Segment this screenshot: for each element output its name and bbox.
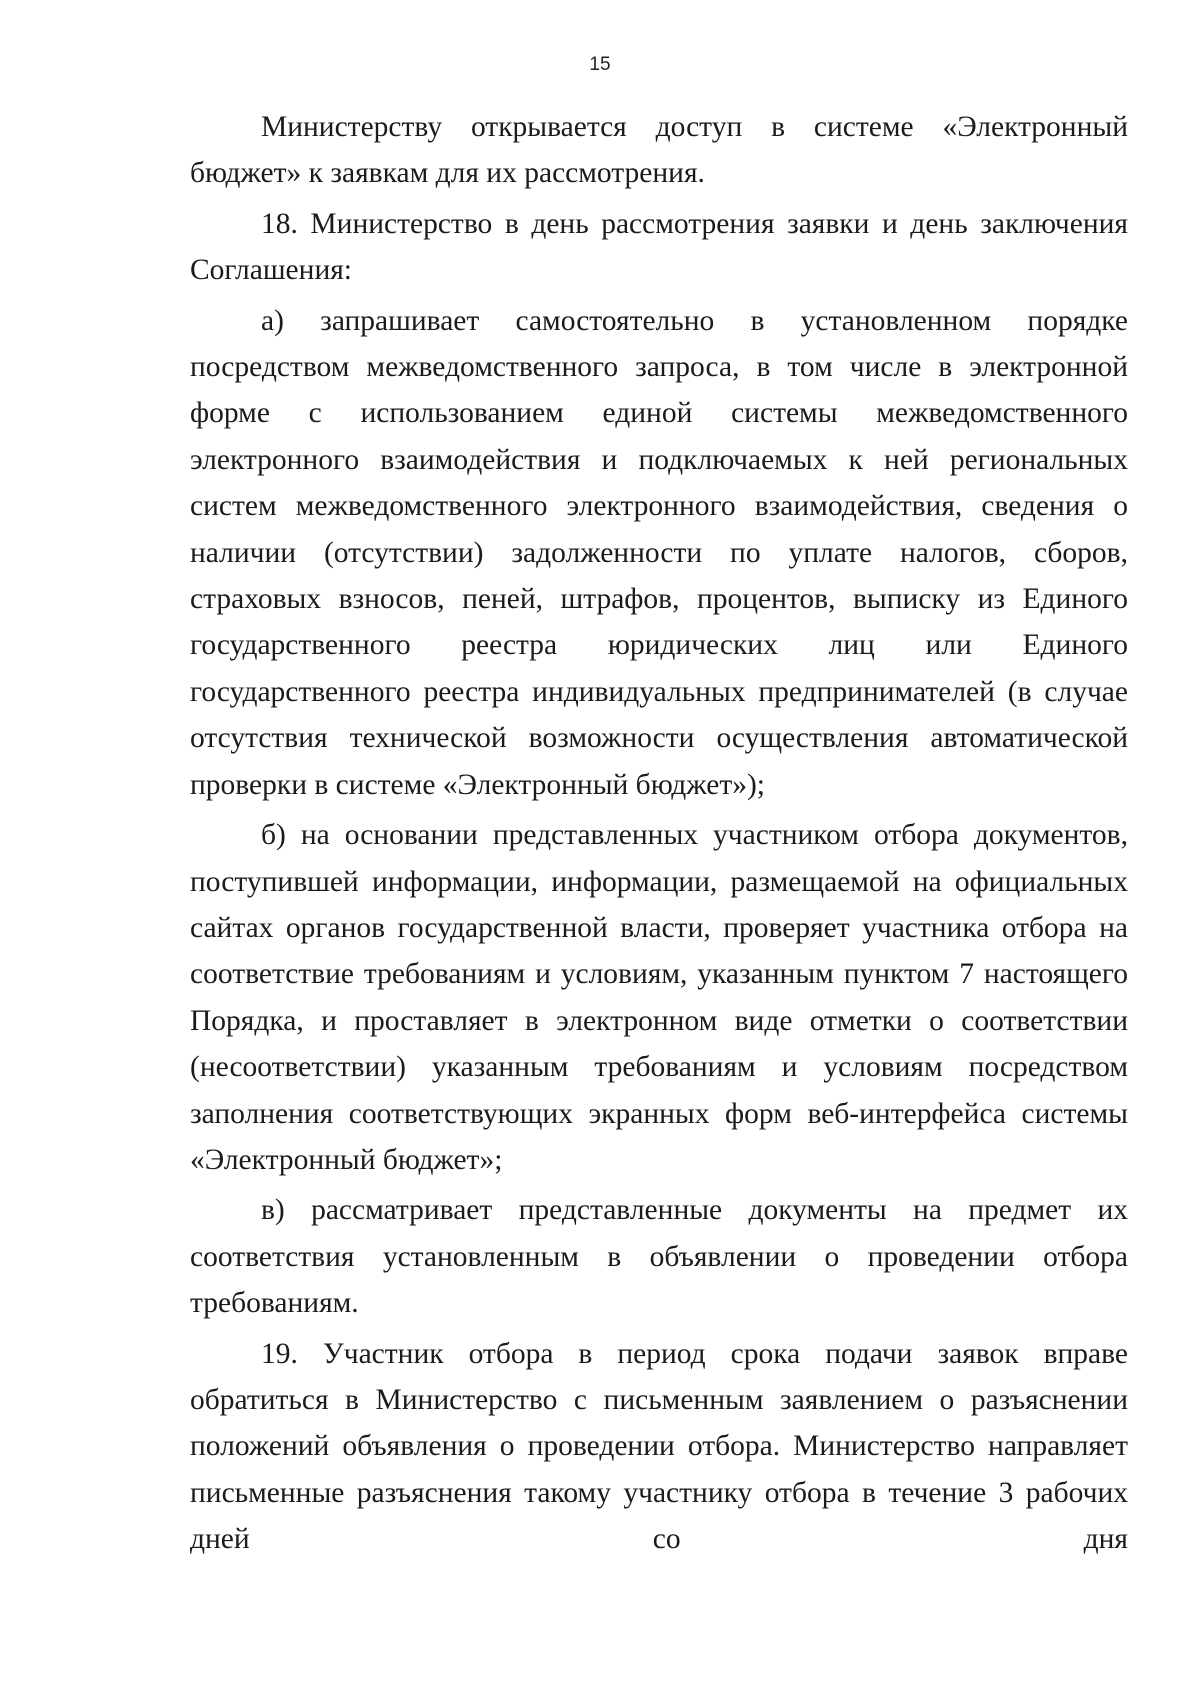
paragraph-18-a: а) запрашивает самостоятельно в установленном порядке посредством межведомственного запроса, в том числе в электронной форме с использованием единой системы межведомственного электронного взаимодействия и подключаемых к ней региональных систем межведомственного электронного взаимодействия, сведения о наличии (отсутствии) задолженности по уплате налогов, сборов, страховых взносов, пеней, штрафов, процентов, выписку из Единого государственного реестра юридических лиц или Единого государственного реестра индивидуальных предпринимателей (в случае отсутствия технической возможности осуществления автоматической проверки в системе «Электронный бюджет»); [190,304,1128,801]
page-number: 15 [589,54,611,75]
paragraph-18-v: в) рассматривает представленные документы на предмет их соответствия установленным в объявлении о проведении отбора требованиям. [190,1194,1128,1320]
paragraph-18: 18. Министерство в день рассмотрения заявки и день заключения Соглашения: [190,207,1128,287]
paragraph-19: 19. Участник отбора в период срока подачи заявок вправе обратиться в Министерство с письменным заявлением о разъяснении положений объявления о проведении отбора. Министерство направляет письменные разъяснения такому участнику отбора в течение 3 рабочих дней со дня [190,1337,1128,1556]
paragraph-18-b: б) на основании представленных участником отбора документов, поступившей информации, информации, размещаемой на официальных сайтах органов государственной власти, проверяет участника отбора на соответствие требованиям и условиям, указанным пунктом 7 настоящего Порядка, и проставляет в электронном виде отметки о соответствии (несоответствии) указанным требованиям и условиям посредством заполнения соответствующих экранных форм веб-интерфейса системы «Электронный бюджет»; [190,819,1128,1176]
paragraph-access-intro: Министерству открывается доступ в системе «Электронный бюджет» к заявкам для их рассмотрения. [190,111,1128,190]
document-body [190,104,1128,1563]
